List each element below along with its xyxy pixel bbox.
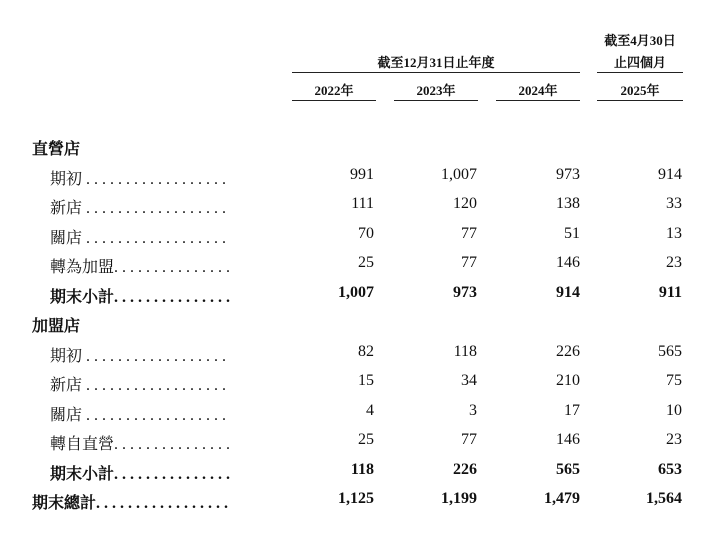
cell-2023: 1,007	[441, 166, 477, 183]
cell-2024: 146	[556, 431, 580, 448]
cell-2025: 565	[658, 343, 682, 360]
cell-2025: 914	[658, 166, 682, 183]
year-header-2023: 2023年	[416, 83, 456, 98]
total-2024: 1,479	[544, 490, 580, 507]
cell-2023: 120	[453, 195, 477, 212]
cell-2024: 51	[564, 225, 580, 242]
year-rule-2025	[597, 100, 683, 101]
row-label: 關店 . . . . . . . . . . . . . . . . . .	[50, 407, 227, 424]
cell-2023: 34	[461, 372, 477, 389]
row-label: 期末小計. . . . . . . . . . . . . . .	[50, 466, 231, 483]
row-label: 新店 . . . . . . . . . . . . . . . . . .	[50, 200, 227, 217]
cell-2022: 82	[358, 343, 374, 360]
cell-2024: 138	[556, 195, 580, 212]
cell-2022: 25	[358, 254, 374, 271]
cell-2022: 70	[358, 225, 374, 242]
cell-2024: 565	[556, 461, 580, 478]
row-label: 轉自直營. . . . . . . . . . . . . . .	[50, 436, 231, 453]
cell-2024: 914	[556, 284, 580, 301]
header-side-label-line2: 止四個月	[613, 55, 666, 70]
year-rule-2022	[292, 100, 376, 101]
cell-2025: 23	[666, 254, 682, 271]
header-side-rule	[597, 72, 683, 73]
year-rule-2024	[496, 100, 580, 101]
cell-2024: 226	[556, 343, 580, 360]
cell-2024: 973	[556, 166, 580, 183]
cell-2023: 973	[453, 284, 477, 301]
row-label: 期初 . . . . . . . . . . . . . . . . . .	[50, 348, 227, 365]
year-header-2022: 2022年	[314, 83, 354, 98]
cell-2023: 3	[469, 402, 477, 419]
cell-2022: 15	[358, 372, 374, 389]
cell-2025: 75	[666, 372, 682, 389]
total-2023: 1,199	[441, 490, 477, 507]
cell-2022: 118	[350, 461, 374, 478]
cell-2025: 653	[658, 461, 682, 478]
cell-2022: 4	[366, 402, 374, 419]
cell-2024: 146	[556, 254, 580, 271]
cell-2022: 991	[350, 166, 374, 183]
cell-2023: 77	[461, 225, 477, 242]
cell-2023: 118	[453, 343, 477, 360]
cell-2024: 17	[564, 402, 580, 419]
total-label: 期末總計. . . . . . . . . . . . . . . . .	[32, 495, 229, 512]
year-header-2025: 2025年	[620, 83, 660, 98]
row-label: 關店 . . . . . . . . . . . . . . . . . .	[50, 230, 227, 247]
row-label: 新店 . . . . . . . . . . . . . . . . . .	[50, 377, 227, 394]
year-rule-2023	[394, 100, 478, 101]
cell-2025: 33	[666, 195, 682, 212]
cell-2022: 111	[351, 195, 374, 212]
cell-2023: 77	[461, 431, 477, 448]
total-2025: 1,564	[646, 490, 682, 507]
row-label: 轉為加盟. . . . . . . . . . . . . . .	[50, 259, 231, 276]
row-label: 期末小計. . . . . . . . . . . . . . .	[50, 289, 231, 306]
section-title-direct-stores: 直營店	[32, 141, 81, 158]
cell-2022: 1,007	[338, 284, 374, 301]
row-label: 期初 . . . . . . . . . . . . . . . . . .	[50, 171, 227, 188]
cell-2022: 25	[358, 431, 374, 448]
cell-2025: 10	[666, 402, 682, 419]
section-title-franchise-stores: 加盟店	[32, 318, 81, 335]
header-group-rule	[292, 72, 580, 73]
cell-2023: 226	[453, 461, 477, 478]
cell-2025: 23	[666, 431, 682, 448]
total-2022: 1,125	[338, 490, 374, 507]
cell-2023: 77	[461, 254, 477, 271]
header-group-label: 截至12月31日止年度	[377, 55, 495, 70]
header-side-label-line1: 截至4月30日	[604, 33, 676, 48]
year-header-2024: 2024年	[518, 83, 558, 98]
cell-2024: 210	[556, 372, 580, 389]
cell-2025: 13	[666, 225, 682, 242]
cell-2025: 911	[658, 284, 682, 301]
